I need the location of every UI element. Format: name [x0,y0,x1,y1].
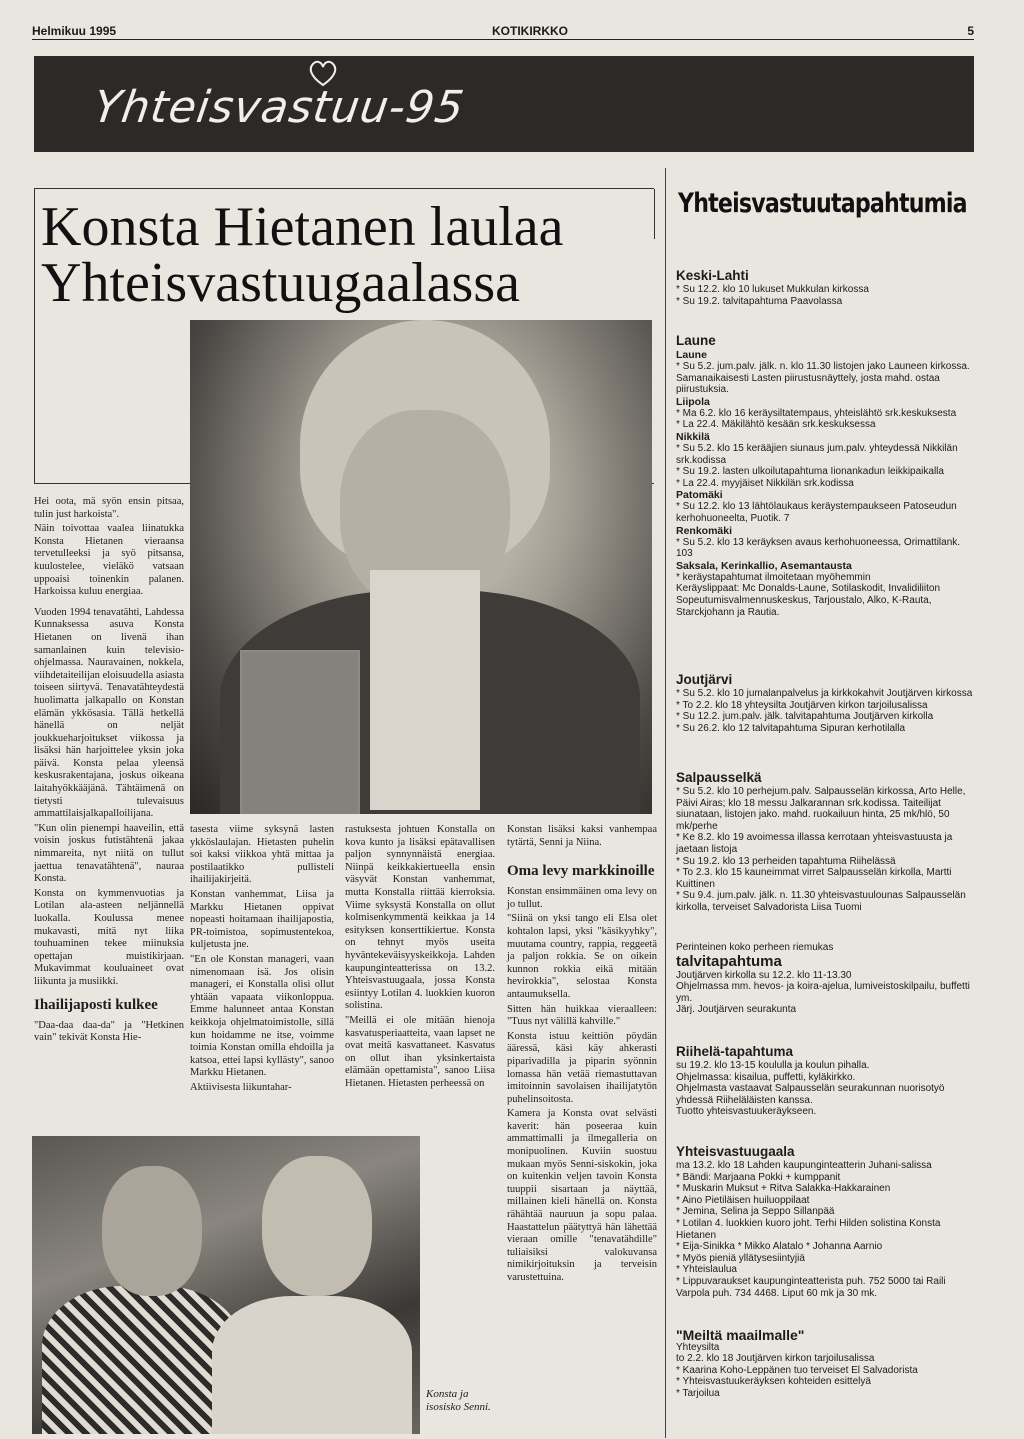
event-line: * Su 12.2. jum.palv. jälk. talvitapahtuma Joutjärven kirkolla [676,711,934,723]
event-line: * Jemina, Selina ja Seppo Sillanpää [676,1206,835,1218]
subsection-title: Saksala, Kerinkallio, Asemantausta [676,559,852,572]
event-line: * To 2.3. klo 15 kauneimmat virret Salpausselän kirkolla, Martti Kuittinen [676,867,952,890]
event-line: * Ma 6.2. klo 16 keräysiltatempaus, yhteislähtö srk.keskuksesta [676,407,957,419]
event-line: Ohjelmassa: kisailua, puffetti, kyläkirkko. [676,1071,856,1083]
event-line: * Lippuvaraukset kaupunginteatterista puh. 752 5000 tai Raili Varpola puh. 734 4468. Liput 60 mk ja 30 mk. [676,1275,946,1299]
paragraph: "Meillä ei ole mitään hienoja kasvatusperiaatteita, vaan lapset ne ovat meitä kasvattaneet. Kasvatus on ollut ihan yksinkertaista elämään opettamista", sanoo Liisa Hietanen. Hietasten perheessä on [345,1014,495,1089]
event-line: ma 13.2. klo 18 Lahden kaupunginteatterin Juhani-salissa [676,1160,932,1171]
campaign-banner [34,56,974,152]
section-title: Riihelä-tapahtuma [676,1044,794,1059]
running-head [32,22,974,40]
event-line: * Su 12.2. klo 13 lähtölaukaus keräystempaukseen Patoseudun kerhohuoneelta, Puotik. 7 [676,501,957,524]
paper-name: KOTIKIRKKO [492,24,568,38]
event-line: * Su 5.2. klo 10 jumalanpalvelus ja kirkkokahvit Joutjärven kirkossa [676,688,973,699]
event-line: to 2.2. klo 18 Joutjärven kirkon tarjoilusalissa [676,1353,875,1365]
section-riihela [676,1044,976,1118]
section-title: "Meiltä maailmalle" [676,1327,805,1343]
event-line: * Yhteislaulua [676,1264,737,1276]
article-column-1 [34,496,184,1047]
event-line: * Lotilan 4. luokkien kuoro joht. Terhi Hilden solistina Konsta Hietanen [676,1217,941,1241]
column-divider [665,168,666,1438]
event-line: Järj. Joutjärven seurakunta [676,1004,797,1016]
event-line: * La 22.4. myyjäiset Nikkilän srk.kodissa [676,477,854,489]
event-line: * Su 19.2. klo 13 perheiden tapahtuma Riihelässä [676,855,896,867]
paragraph: Näin toivottaa vaalea liinatukka Konsta Hietanen vieraansa tervetulleeksi ja syö pitsansa, kuulostelee, vieläkö vatsaan uppoaisi toinenkin palanen. Harkoissa kuluu energiaa. [34,523,184,598]
event-line: * Muskarin Muksut + Ritva Salakka-Hakkarainen [676,1183,891,1195]
subsection-title: Nikkilä [676,430,710,443]
paragraph: "Siinä on yksi tango eli Elsa olet kohtalon lapsi, yksi "käsikyyhky", muutama country, rappia, reggeetä ja paljon rokkia. Se on oikein kunnon rokkia eikä mitään hevirokkia", selostaa Konsta antaumuksella. [507,913,657,1000]
event-line: * Eija-Sinikka * Mikko Alatalo * Johanna Aarnio [676,1241,883,1253]
paragraph: Konsta istuu keittiön pöydän ääressä, käsi käy ahkerasti piparivadilla ja piparin syönnin lomassa hän vetää riemastuttavan imitoinnin savolaisen ihailijatytön puhelinsoitosta. [507,1030,657,1105]
event-line: * Su 12.2. klo 10 lukuset Mukkulan kirkossa [676,284,869,295]
event-line: * Su 5.2. klo 13 keräyksen avaus kerhohuoneessa, Orimattilank. 103 [676,536,961,560]
section-title: Salpausselkä [676,770,762,785]
event-line: * Yhteisvastuukeräyksen kohteiden esittelyä [676,1376,871,1388]
headline-line-1: Konsta Hietanen laulaa [41,196,564,258]
subheading: Ihailijaposti kulkee [34,996,158,1013]
section-title: Yhteisvastuugaala [676,1144,795,1159]
subheading: Oma levy markkinoille [507,863,655,880]
paragraph: Hei oota, mä syön ensin pitsaa, tulin just harkoista". [34,496,184,520]
event-intro: Perinteinen koko perheen riemukas [676,942,834,953]
section-title: Keski-Lahti [676,268,749,283]
subsection-title: Patomäki [676,489,723,502]
section-gaala [676,1144,976,1299]
paragraph: Aktiivisesta liikuntahar- [190,1081,292,1093]
subsection-title: Laune [676,349,707,361]
event-line: Yhteysilta [676,1341,720,1353]
subsection-title: Renkomäki [676,524,733,537]
event-line: * keräystapahtumat ilmoitetaan myöhemmin [676,571,871,583]
article-column-3 [345,824,495,1092]
banner-logo-text: Yhteisvastuu-95 [90,82,468,133]
section-joutjarvi [676,672,976,734]
paragraph: Konstan vanhemmat, Liisa ja Markku Hietanen oppivat nopeasti hoitamaan ihailijapostia, PR-toimistoa, sopimustentekoa, kuljetusta jne. [190,888,334,951]
paragraph: tasesta viime syksynä lasten ykköslaulajan. Hietasten puhelin soi kaksi viikkoa yhtä mittaa ja postilaatikko pullisteli ihailijakirjeitä. [190,824,334,886]
event-line: * Aino Pietiläisen huiluoppilaat [676,1194,810,1206]
page-number: 5 [967,24,974,38]
photo-caption: Konsta ja isosisko Senni. [426,1388,491,1413]
event-line: Ohjelmassa mm. hevos- ja koira-ajelua, lumiveistoskilpailu, buffetti ym. [676,981,970,1004]
event-line: su 19.2. klo 13-15 koululla ja koulun pihalla. [676,1060,870,1071]
event-line: * Su 26.2. klo 12 talvitapahtuma Sipuran kerhotilalla [676,722,906,734]
event-line: Ohjelmasta vastaavat Salpausselän seurakunnan nuorisotyö yhdessä Riiheläläisten kanssa. [676,1083,945,1106]
event-line: * Ke 8.2. klo 19 avoimessa illassa kerrotaan yhteisvastuusta ja jaetaan listoja [676,832,953,855]
article-column-2 [190,824,334,1096]
event-line: * Su 5.2. klo 15 kerääjien siunaus jum.palv. yhteydessä Nikkilän srk.kodissa [676,442,958,466]
event-line: * Kaarina Koho-Leppänen tuo terveiset El Salvadorista [676,1364,918,1376]
paragraph: Kamera ja Konsta ovat selvästi kaverit: hän poseeraa kuin ammattimalli ja ilmegalleria on monipuolinen. Kuviin suostuu mukaan myös Senni-siskokin, joka on kuitenkin veljen tavoin Konsta tuuppii sisartaan ja näyttää, millainen kieli hänellä on. Konsta rähähtää nauruun ja sopu palaa. Haastattelun päätyttyä hän lähettää vieraan omille "tenavatähdille" tuliaisiksi valokuvansa nimikirjoituksin ja terveisin varustettuina. [507,1108,657,1283]
event-line: * Myös pieniä yllätysesiintyjiä [676,1252,805,1264]
paragraph: Konsta on kymmenvuotias ja Lotilan ala-asteen neljännellä luokalla. Koulussa menee mukavasti, mitä nyt liika touhuaminen tekee miinuksia opettajan muistikirjaan. Mukavimmat kouluaineet ovat liikunta ja musiikki. [34,887,184,987]
siblings-photo [32,1136,420,1434]
section-title: talvitapahtuma [676,952,782,970]
article-column-4 [507,824,657,1287]
issue-date: Helmikuu 1995 [32,24,117,38]
paragraph: Konstan ensimmäinen oma levy on jo tullut. [507,886,657,910]
event-line: * Su 5.2. klo 10 perhejum.palv. Salpausselän kirkossa, Arto Helle, Päivi Airas; klo 18 messu Jalkarannan srk.kodissa. Taiteilijat siunataan, listojen jako. mahd. ruokailuun hinta, 25 mk/hlö, 50 mk/perhe [676,786,966,832]
section-meilta-maailmalle [676,1327,976,1400]
paragraph: Vuoden 1994 tenavatähti, Lahdessa Kunnaksessa asuva Konsta Hietanen on livenä ihan samanlainen kuin televisio-ohjelmassa. Nauravainen, nokkela, viihdetaiteilijan eloisuudella asiasta toiseen siirtyvä. Tenavatähteydestä huolimatta jalkapallo on Konstan elämän ykkösasia. Tällä hetkellä hänellä on neljät joukkueharjoitukset viikossa ja lisäksi hän harjoittelee yksin joka päivä. Konsta pelaa yleensä keskusrakentajana, joskus oikeana laitahyökkääjänä. Tähtäimenä on tietysti tulevaisuus ammattilaisjalkapalloilijana. [34,606,184,820]
headline [41,196,641,314]
sidebar-title: Yhteisvastuutapahtumia [678,188,967,219]
event-line: * Su 19.2. lasten ulkoilutapahtuma Iionankadun leikkipaikalla [676,466,944,478]
event-line: * Su 5.2. jum.palv. jälk. n. klo 11.30 listojen jako Launeen kirkossa. Samanaikaisesti Lasten piirustusnäyttely, josta mahd. ostaa piirustuksia. [676,361,970,396]
event-line: * Tarjoilua [676,1387,720,1399]
paragraph: "En ole Konstan manageri, vaan nimenomaan isä. Jos olisin manageri, ei Konstalla olisi ollut yhtään vapaata viikonloppua. Emme halunneet antaa Konstan keikkoja ohjelmatoimistolle, sillä kun hoidamme ne itse, voimme toimia Konstan omilla ehdoilla ja katsoa, ettei lapsi kyllästy", sanoo Markku Hietanen. [190,953,334,1079]
paragraph: Konstan lisäksi kaksi vanhempaa tytärtä, Senni ja Niina. [507,824,657,848]
paragraph: "Kun olin pienempi haaveilin, että voisin joskus futistähtenä jakaa nimmareita, nyt niitä on tullut jaettua tenavatähtenä", nauraa Konsta. [34,822,184,885]
headline-line-2: Yhteisvastuugaalassa [41,252,520,314]
event-line: Tuotto yhteisvastuukeräykseen. [676,1106,817,1118]
event-line: * La 22.4. Mäkilähtö kesään srk.keskuksessa [676,419,876,431]
section-title: Joutjärvi [676,672,733,687]
event-line: * Su 9.4. jum.palv. jälk. n. 11.30 yhteisvastuulounas Salpausselän kirkolla, terveiset Salvadorista Liisa Tuomi [676,890,966,913]
event-line: Joutjärven kirkolla su 12.2. klo 11-13.30 [676,969,852,981]
event-line: * To 2.2. klo 18 yhteysilta Joutjärven kirkon tarjoilusalissa [676,699,928,711]
subsection-title: Liipola [676,395,710,408]
section-talvitapahtuma [676,942,976,1016]
event-line: Keräyslippaat: Mc Donalds-Laune, Sotilaskodit, Invalidiliiton Sopeutumisvalmennuskeskus, Tarjoustalo, Alko, K-Rauta, Starckjohann ja Rautia. [676,583,941,618]
section-keski-lahti [676,268,976,307]
section-laune [676,333,976,618]
section-title: Laune [676,333,716,348]
event-line: * Su 19.2. talvitapahtuma Paavolassa [676,295,843,307]
paragraph: "Daa-daa daa-da" ja "Hetkinen vain" tekivät Konsta Hie- [34,1019,184,1044]
paragraph: Sitten hän huikkaa vieraalleen: "Tuus nyt välillä kahville." [507,1003,657,1028]
paragraph: rastuksesta johtuen Konstalla on kova kunto ja lisäksi epätavallisen paljon synnynnäistä energiaa. Niinpä keikkakiertueella ensin väsyvät Konstan vanhemmat, mutta Konstalla riittää kierroksia. Viime syksystä Konstalla on ollut kolmisenkymmentä keikkaa ja 14 esityksen konserttikiertue. Konsta on tehnyt myös useita hyväntekeväisyyskeikkoja. Lahden kaupunginteatterissa on 13.2. Yhteisvastuugaala, jossa Konsta esiintyy Lotilan 4. luokkien kuoron solistina. [345,824,495,1012]
section-salpausselka [676,770,976,914]
main-photo [190,320,652,814]
event-line: * Bändi: Marjaana Pokki + kumppanit [676,1171,841,1183]
